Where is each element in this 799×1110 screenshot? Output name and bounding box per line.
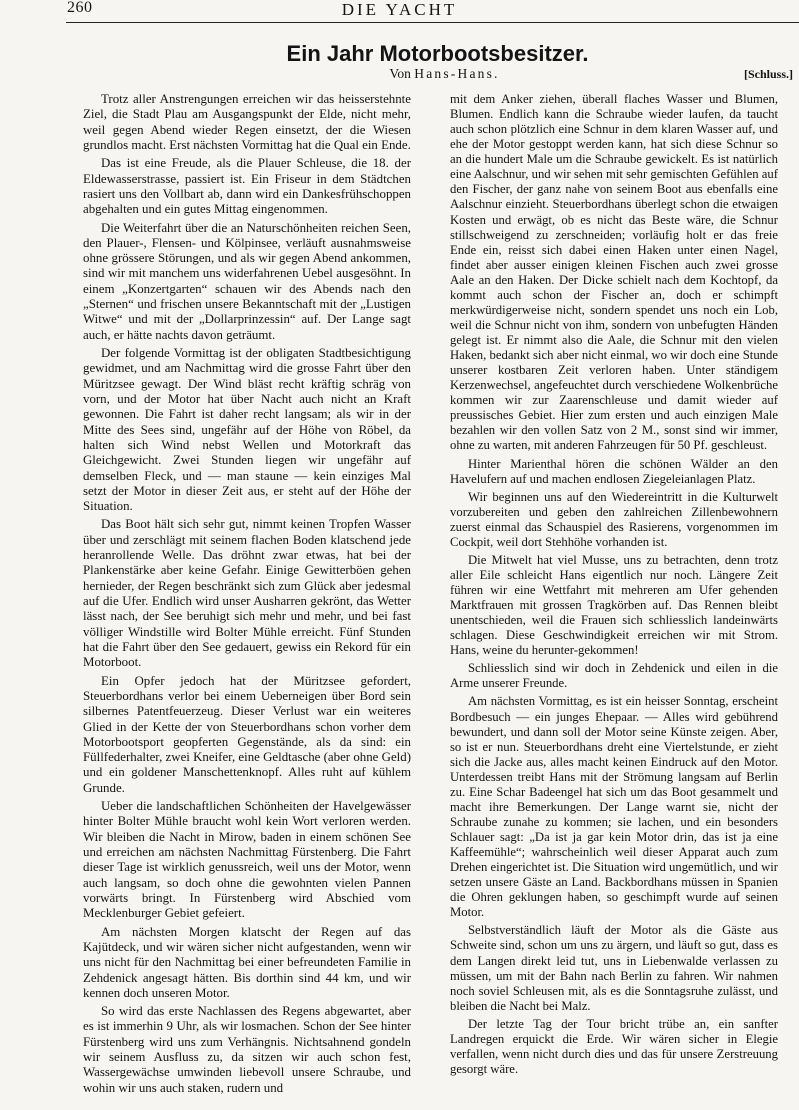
paragraph: Das Boot hält sich sehr gut, nimmt keinen Tropfen Wasser über und zerschlägt mit seinem flachen Boden klatschend jede heranrollende Welle. Das dröhnt zwar etwas, hat bei der Plankenstärke aber keine Gefahr. Einige Gewitterböen gehen hernieder, der Regen beschränkt sich zum Glück aber jedesmal auf die Ufer. Endlich wird unser Ausharren gekrönt, das Wetter lässt nach, der See beruhigt sich mehr und mehr, und bei fast völliger Windstille wird Bolter Mühle erreicht. Fünf Stunden hat die Fahrt über den See gedauert, gewiss ein Rekord für ein Motorboot. xyxy=(83,517,411,670)
right-column xyxy=(450,92,778,1080)
header-rule xyxy=(66,22,799,23)
paragraph: Am nächsten Morgen klatscht der Regen auf das Kajütdeck, und wir wären sicher nicht aufgestanden, wenn wir uns nicht für den Nachmittag bei einer befreundeten Familie in Zehdenick angesagt hätten. Bis dorthin sind 44 km, und wir kennen doch unseren Motor. xyxy=(83,924,411,1000)
paragraph: Ueber die landschaftlichen Schönheiten der Havelgewässer hinter Bolter Mühle braucht wohl kein Wort verloren werden. Wir bleiben die Nacht in Mirow, baden in einem schönen See und erreichen am nächsten Nachmittag Fürstenberg. Die Fahrt dieser Tage ist wirklich genussreich, weil uns der Motor, wenn auch langsam, so doch ohne die gewohnten vielen Pannen vorwärts bringt. In Fürstenberg wird Abschied vom Mecklenburger Gebiet gefeiert. xyxy=(83,799,411,921)
paragraph: Schliesslich sind wir doch in Zehdenick und eilen in die Arme unserer Freunde. xyxy=(450,661,778,691)
paragraph: Die Weiterfahrt über die an Naturschönheiten reichen Seen, den Plauer-, Flensen- und Kölpinsee, verläuft ausnahmsweise ohne grössere Störungen, und als wir gegen Abend ankommen, sind wir mit manchem uns widerfahrenen Uebel ausgesöhnt. In einem „Konzertgarten“ schauen wir des Abends nach den „Sternen“ und frischen unsere Bekanntschaft mit der „Lustigen Witwe“ und mit der „Dollarprinzessin“ auf. Der Lange sagt auch, er hätte nachts davon geträumt. xyxy=(83,220,411,342)
page-number: 260 xyxy=(67,0,93,16)
byline xyxy=(45,66,799,82)
paragraph: Ein Opfer jedoch hat der Müritzsee gefordert, Steuerbordhans verlor bei einem Ueberneigen über Bord sein silbernes Patentfeuerzeug. Dieser Verlust war ein weiteres Glied in der Kette der von Steuerbordhans schon vorher dem Motorbootsport geopferten Gegenstände, als da sind: ein Füllfederhalter, zwei Kneifer, eine Geldtasche (aber ohne Geld) und ein goldener Manschettenknopf. Alles ruht auf kühlem Grunde. xyxy=(83,673,411,795)
paragraph: Die Mitwelt hat viel Musse, uns zu betrachten, denn trotz aller Eile schleicht Hans eigentlich nur noch. Längere Zeit führen wir eine Wettfahrt mit mehreren am Ufer gehenden Marktfrauen mit grossen Tragkörben auf. Das Rennen bleibt unentschieden, weil die Frauen sich schliesslich landeinwärts schlagen. Diese Geschwindigkeit erreichen wir mit Strom. Hans, weine du herunter-gekommen! xyxy=(450,552,778,658)
paragraph: Der folgende Vormittag ist der obligaten Stadtbesichtigung gewidmet, und am Nachmittag wird die grosse Fahrt über den Müritzsee gewagt. Der Wind bläst recht kräftig schräg von vorn, und der Motor hat über Nacht auch nicht an Kraft gewonnen. Die Fahrt ist daher recht langsam; als wir in der Mitte des Sees sind, ungefähr auf der Höhe von Röbel, da halten sich Wind nebst Wellen und Motorkraft das Gleichgewicht. Zwei Stunden liegen wir ungefähr auf demselben Fleck, und — man staune — kein einziges Mal setzt der Motor in dieser Zeit aus, er steht auf der Höhe der Situation. xyxy=(83,346,411,514)
paragraph: Der letzte Tag der Tour bricht trübe an, ein sanfter Landregen erquickt die Erde. Wir wären sicher in Elegie verfallen, wenn nicht durch dies und das für unsere Zerstreuung gesorgt wäre. xyxy=(450,1016,778,1076)
paragraph: Am nächsten Vormittag, es ist ein heisser Sonntag, erscheint Bordbesuch — ein junges Ehepaar. — Alles wird gebührend bewundert, und dann soll der Motor seine Künste zeigen. Aber, so ist er nun. Steuerbordhans dreht eine Viertelstunde, er zieht sich die Jacke aus, alles macht keinen Eindruck auf den Motor. Unterdessen treibt Hans mit der Strömung langsam auf Berlin zu. Eine Schar Badeengel hat sich um das Boot gesammelt und macht ihre Bemerkungen. Der Lange warnt sie, nicht der Schraube zunahe zu kommen; sie lachen, und ein besonders Schlauer sagt: „Da ist ja gar kein Motor drin, das ist ja eine Kaffeemühle“; wahrscheinlich weil dieser Apparat auch zum Drehen eingerichtet ist. Die Situation wird ungemütlich, und wir setzen unsere Gäste an Land. Backbordhans müssen in Spanien die Ohren geklungen haben, so geschimpft wurde auf seinen Motor. xyxy=(450,694,778,920)
paragraph: Hinter Marienthal hören die schönen Wälder an den Havelufern auf und machen endlosen Ziegeleianlagen Platz. xyxy=(450,456,778,486)
paragraph: Wir beginnen uns auf den Wiedereintritt in die Kulturwelt vorzubereiten und geben den zahlreichen Zillenbewohnern zuerst einmal das Schauspiel des Rasierens, vorgenommen im Cockpit, weil dort Stehhöhe vorhanden ist. xyxy=(450,489,778,549)
paragraph: Das ist eine Freude, als die Plauer Schleuse, die 18. der Eldewasserstrasse, passiert ist. Ein Friseur in dem Städtchen rasiert uns den Vollbart ab, dann wird ein Dankesfrühschoppen abgehalten und ein gutes Mittag eingenommen. xyxy=(83,156,411,217)
running-head: DIE YACHT xyxy=(341,0,458,19)
paragraph: mit dem Anker ziehen, überall flaches Wasser und Blumen, Blumen. Endlich kann die Schraube wieder laufen, da taucht auch schon plötzlich eine Schnur in dem klaren Wasser auf, und ehe der Motor gestoppt werden kann, hat sich diese Schnur so an die hundert Male um die Schraube gewickelt. Es ist natürlich eine Aalschnur, und wir sehen mit sehr gemischten Gefühlen auf den Fischer, der ganz nahe von seinem Boot aus ebenfalls eine Aalschnur einzieht. Steuerbordhans überlegt schon die etwaigen Kosten und erwägt, ob es nicht das Beste wäre, die Schnur stillschweigend zu zerschneiden; vorläufig holt er das freie Ende ein, reisst sich dabei einen Haken unter einen Nagel, findet aber ausser einigen kleinen Fischen auch zwei grosse Aale an den Haken. Der Dicke schielt nach dem Kochtopf, da kommt auch schon der Fischer an, doch er schimpft merkwürdigerweise nicht, sondern spendet uns noch ein Lob, weil die Schnur nicht von ihm, sondern von unbefugten Händen gelegt ist. Er nimmt also die Aale, die Schnur mit den vielen Haken, bedankt sich aber nicht einmal, wo wir doch eine Stunde unserer kostbaren Zeit verloren haben. Unter ständigem Kerzenwechsel, angefeuchtet durch verschiedene Wolkenbrüche kommen wir zur Zaarenschleuse und damit wieder auf preussisches Gebiet. Hier zum ersten und auch einzigen Male bezahlen wir den vollen Satz von 2 M., sonst sind wir immer, ohne zu warten, mit anderen Fahrzeugen für 50 Pf. geschleust. xyxy=(450,92,778,453)
left-column xyxy=(83,92,411,1099)
paragraph: Selbstverständlich läuft der Motor als die Gäste aus Schweite sind, schon um uns zu ärgern, und läuft so gut, dass es dem Langen direkt leid tut, uns in Liebenwalde verlassen zu müssen, um mit der Bahn nach Berlin zu fahren. Wir nahmen noch soviel Schleusen mit, als es die Sonntagsruhe zulässt, und bleiben die Nacht bei Malz. xyxy=(450,923,778,1013)
byline-prefix: Von xyxy=(389,66,411,81)
paragraph: So wird das erste Nachlassen des Regens abgewartet, aber es ist immerhin 9 Uhr, als wir losmachen. Schon der See hinter Fürstenberg wird uns zum Verhängnis. Nichtsahnend gondeln wir seinem Ausfluss zu, da sitzen wir auch schon fest, Wassergewächse umwinden liebevoll unsere Schraube, und wohin wir uns auch staken, rudern und xyxy=(83,1004,411,1095)
author-name: Hans-Hans. xyxy=(414,66,500,81)
continuation-note: [Schluss.] xyxy=(743,67,793,81)
paragraph: Trotz aller Anstrengungen erreichen wir das heisserstehnte Ziel, die Stadt Plau am Ausgangspunkt der Elde, nicht mehr, weil gegen Abend wieder Regen einsetzt, der die Wiesen grundlos macht. Erst nächsten Vormittag hat die Qual ein Ende. xyxy=(83,92,411,152)
article-title: Ein Jahr Motorbootsbesitzer. xyxy=(286,41,589,66)
